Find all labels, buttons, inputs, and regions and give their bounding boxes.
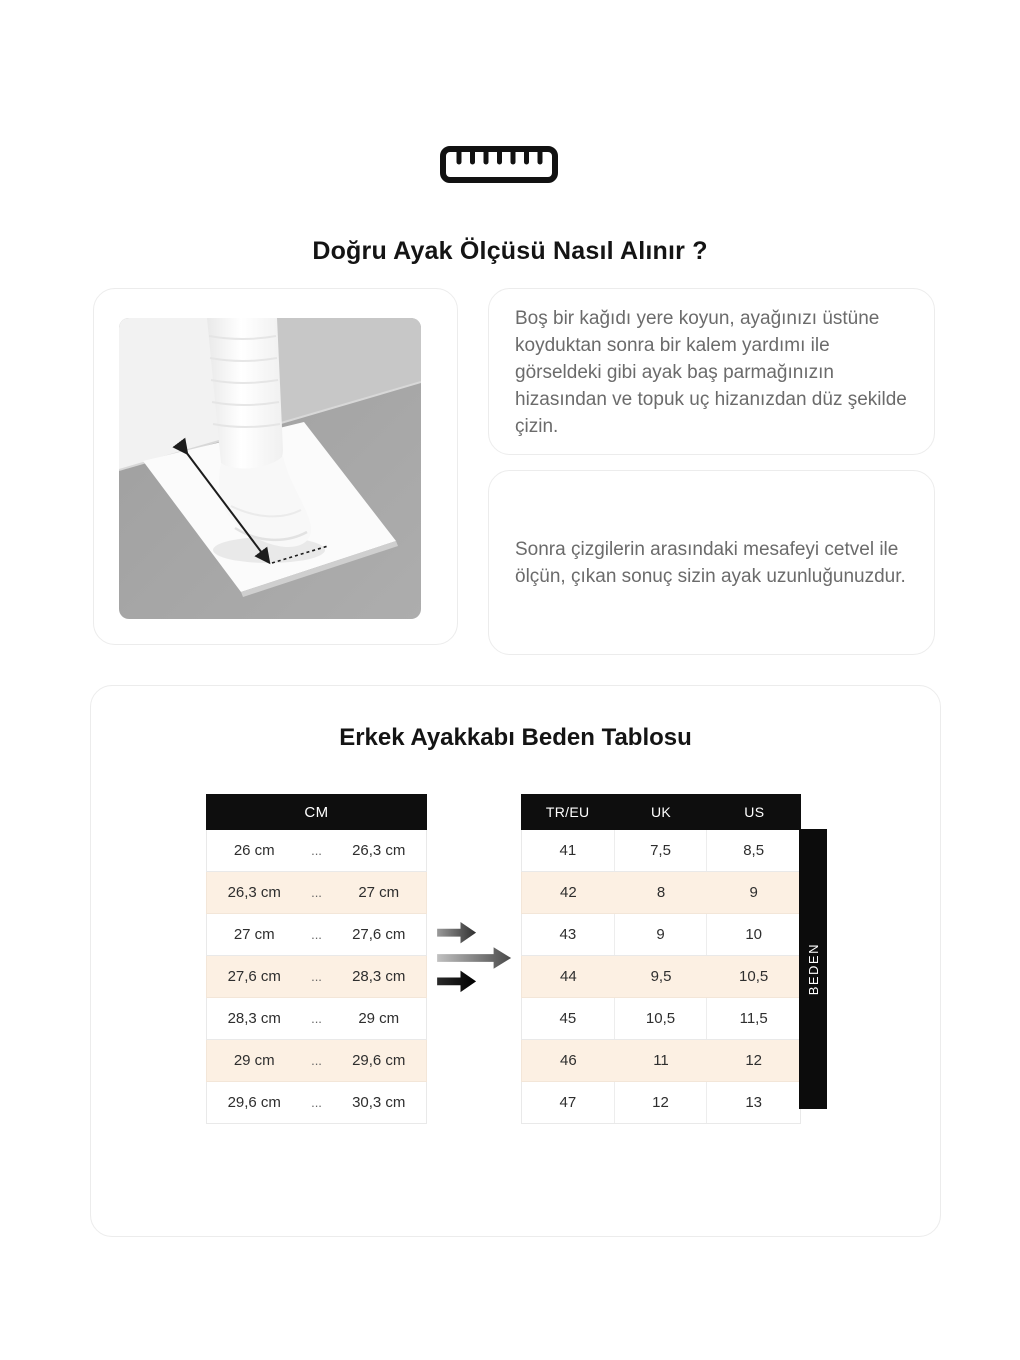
foot-measure-photo — [119, 318, 421, 619]
range-dots: ... — [311, 927, 322, 942]
size-table-row: 46 11 12 — [521, 1040, 801, 1082]
range-dots: ... — [311, 1053, 322, 1068]
size-table-row: 45 10,5 11,5 — [521, 998, 801, 1040]
size-chart-card — [90, 685, 941, 1237]
header-tr-eu: TR/EU — [545, 804, 590, 820]
range-dots: ... — [311, 1095, 322, 1110]
range-dots: ... — [311, 1011, 322, 1026]
cm-table-row: 27 cm ... 27,6 cm — [206, 914, 427, 956]
convert-arrows-icon — [435, 921, 523, 995]
step-text: Sonra çizgilerin arasındaki mesafeyi cetvel ile ölçün, çıkan sonuç sizin ayak uzunluğunuzdur. — [515, 538, 906, 587]
cm-table-header: CM — [206, 794, 427, 830]
cm-table-row: 27,6 cm ... 28,3 cm — [206, 956, 427, 998]
size-table-header-row — [521, 794, 801, 830]
size-conversion-table — [521, 794, 801, 1124]
step-text: Boş bir kağıdı yere koyun, ayağınızı üstüne koyduktan sonra bir kalem yardımı ile görseldeki gibi ayak baş parmağınızın hizasından ve topuk uç hizanızdan düz şekilde çizin. — [515, 308, 907, 437]
beden-side-label: BEDEN — [799, 829, 827, 1109]
size-table-row: 47 12 13 — [521, 1082, 801, 1124]
cm-table-row: 26,3 cm ... 27 cm — [206, 872, 427, 914]
cm-table-row: 29 cm ... 29,6 cm — [206, 1040, 427, 1082]
range-dots: ... — [311, 885, 322, 900]
size-table-row: 44 9,5 10,5 — [521, 956, 801, 998]
range-dots: ... — [311, 969, 322, 984]
cm-table — [206, 794, 427, 1124]
size-table-row: 41 7,5 8,5 — [521, 830, 801, 872]
cm-table-row: 28,3 cm ... 29 cm — [206, 998, 427, 1040]
cm-table-row: 26 cm ... 26,3 cm — [206, 830, 427, 872]
size-table-row: 42 8 9 — [521, 872, 801, 914]
cm-table-row: 29,6 cm ... 30,3 cm — [206, 1082, 427, 1124]
header-uk: UK — [650, 804, 672, 820]
step-card-draw-lines — [488, 288, 935, 455]
size-table-row: 43 9 10 — [521, 914, 801, 956]
step-card-measure-distance — [488, 470, 935, 655]
range-dots: ... — [311, 843, 322, 858]
ruler-icon — [440, 146, 558, 184]
measure-photo-card — [93, 288, 458, 645]
page-title: Doğru Ayak Ölçüsü Nasıl Alınır ? — [312, 236, 708, 265]
size-chart-title: Erkek Ayakkabı Beden Tablosu — [339, 724, 692, 751]
header-us: US — [744, 804, 765, 820]
